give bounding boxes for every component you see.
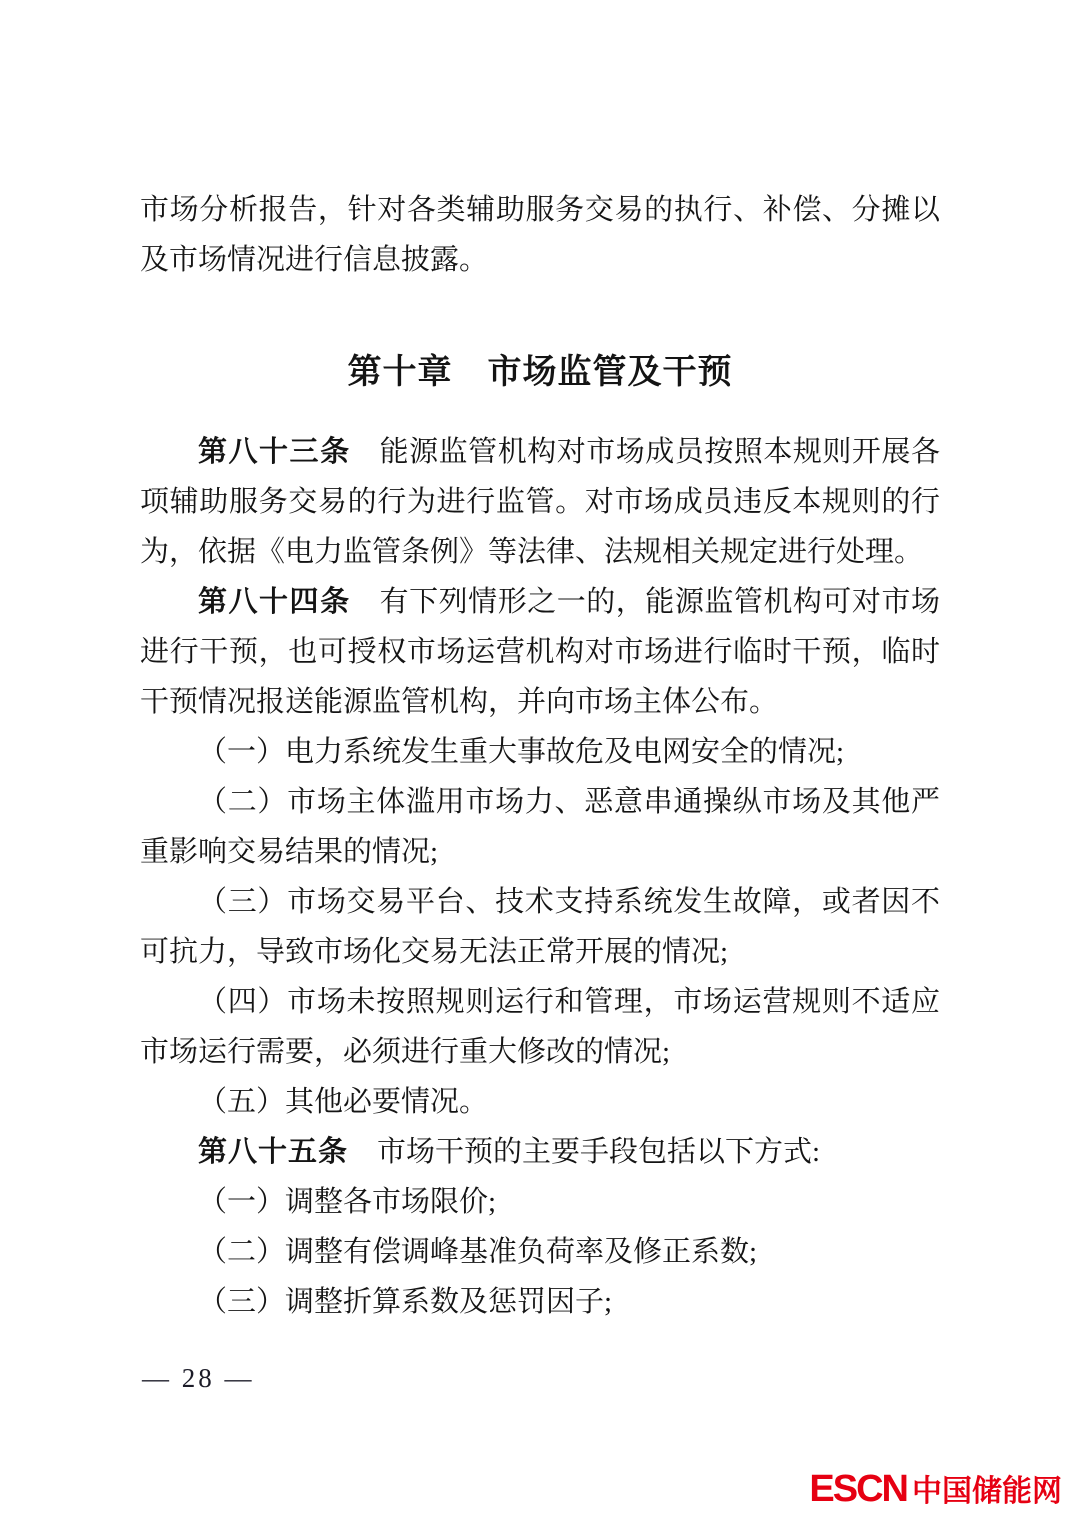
article-84-number: 第八十四条 [198, 586, 351, 618]
chapter-heading: 第十章 市场监管及干预 [347, 353, 733, 391]
article-83-number: 第八十三条 [198, 436, 351, 468]
article-83-paragraph [140, 427, 940, 577]
document-content [140, 185, 940, 1327]
article-84-item-1: （一）电力系统发生重大事故危及电网安全的情况; [198, 736, 845, 768]
article-84-item-5: （五）其他必要情况。 [198, 1086, 489, 1118]
article-84-item-3: （三）市场交易平台、技术支持系统发生故障，或者因不可抗力，导致市场化交易无法正常开展的情况; [140, 886, 940, 968]
article-85-item-3: （三）调整折算系数及惩罚因子; [198, 1286, 613, 1318]
article-85-item-2: （二）调整有偿调峰基准负荷率及修正系数; [198, 1236, 758, 1268]
escn-logo-latin: ESCN [809, 1468, 907, 1510]
article-84-item-4: （四）市场未按照规则运行和管理，市场运营规则不适应市场运行需要，必须进行重大修改的情况; [140, 986, 940, 1068]
article-84-paragraph [140, 577, 940, 727]
escn-logo [809, 1466, 1062, 1511]
page-number: — 28 — [142, 1363, 255, 1393]
article-83-text: 能源监管机构对市场成员按照本规则开展各项辅助服务交易的行为进行监管。对市场成员违反本规则的行为，依据《电力监管条例》等法律、法规相关规定进行处理。 [140, 436, 940, 568]
article-84-item-2: （二）市场主体滥用市场力、恶意串通操纵市场及其他严重影响交易结果的情况; [140, 786, 940, 868]
escn-logo-chinese: 中国储能网 [912, 1475, 1062, 1508]
article-85-text: 市场干预的主要手段包括以下方式: [377, 1136, 821, 1168]
article-85-paragraph [140, 1127, 940, 1177]
article-84-text: 有下列情形之一的，能源监管机构可对市场进行干预，也可授权市场运营机构对市场进行临时干预，临时干预情况报送能源监管机构，并向市场主体公布。 [140, 586, 940, 718]
article-85-item-1: （一）调整各市场限价; [198, 1186, 497, 1218]
article-85-number: 第八十五条 [198, 1136, 349, 1168]
paragraph-continuation: 市场分析报告，针对各类辅助服务交易的执行、补偿、分摊以及市场情况进行信息披露。 [140, 194, 940, 276]
